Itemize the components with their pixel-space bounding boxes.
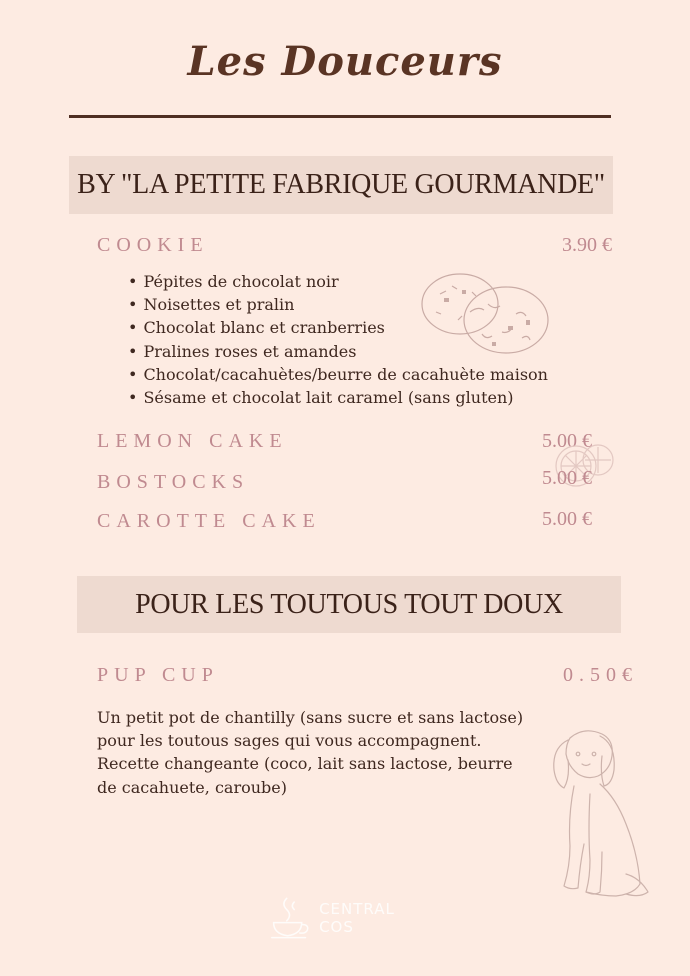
section2-heading: POUR LES TOUTOUS TOUT DOUX xyxy=(135,588,563,620)
item-price-carotte-cake: 5.00 € xyxy=(542,508,592,530)
item-price-pup-cup: 0.50€ xyxy=(563,664,638,686)
title-divider xyxy=(69,115,611,118)
section1-heading: BY "LA PETITE FABRIQUE GOURMANDE" xyxy=(77,169,605,200)
item-price-bostocks: 5.00 € xyxy=(542,467,592,489)
footer-logo-text: CENTRAL COS xyxy=(319,900,395,936)
page-title: Les Douceurs xyxy=(187,38,503,85)
list-item: • Noisettes et pralin xyxy=(128,293,548,316)
footer-logo xyxy=(268,890,428,946)
item-price-lemon-cake: 5.00 € xyxy=(542,430,592,452)
item-name-lemon-cake: LEMON CAKE xyxy=(97,430,288,452)
dog-illustration-icon xyxy=(540,724,656,908)
item-name-bostocks: BOSTOCKS xyxy=(97,471,250,493)
section2-heading-band xyxy=(77,576,621,633)
list-item: • Chocolat blanc et cranberries xyxy=(128,316,548,339)
section1-heading-band xyxy=(69,156,613,214)
item-name-carotte-cake: CAROTTE CAKE xyxy=(97,510,321,532)
list-item: • Pralines roses et amandes xyxy=(128,340,548,363)
list-item: • Sésame et chocolat lait caramel (sans gluten) xyxy=(128,386,548,409)
item-name-pup-cup: PUP CUP xyxy=(97,664,219,686)
coffee-cup-logo-icon xyxy=(268,893,311,943)
item-price-cookie: 3.90 € xyxy=(562,234,612,256)
list-item: • Pépites de chocolat noir xyxy=(128,270,548,293)
list-item: • Chocolat/cacahuètes/beurre de cacahuète maison xyxy=(128,363,548,386)
pup-cup-description: Un petit pot de chantilly (sans sucre et sans lactose) pour les toutous sages qui vous accompagnent. Recette changeante (coco, lait sans lactose, beurre de cacahuete, caroube) xyxy=(97,708,524,797)
item-name-cookie: COOKIE xyxy=(97,234,209,256)
cookies-illustration-icon xyxy=(418,268,553,360)
